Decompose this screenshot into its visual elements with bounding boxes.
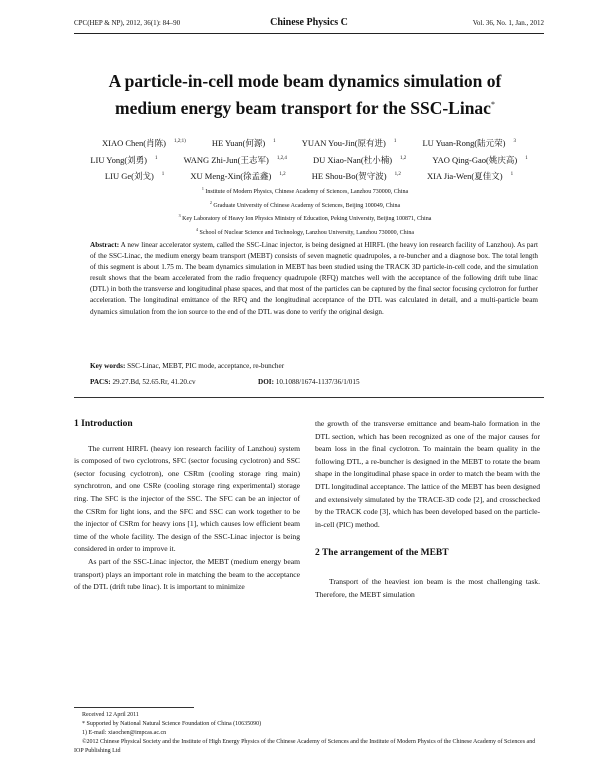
keywords-text: SSC-Linac, MEBT, PIC mode, acceptance, re-buncher	[127, 362, 285, 370]
footnotes	[74, 711, 546, 756]
column-left	[74, 418, 300, 594]
affiliation: $^4$ School of Nuclear Science and Technology, Lanzhou University, Lanzhou 730000, China	[196, 226, 414, 236]
pacs-codes: 29.27.Bd, 52.65.Rr, 41.20.cv	[112, 378, 196, 386]
section-heading-introduction: 1 Introduction	[74, 419, 133, 429]
author: XIA Jia-Wen(夏佳文) $^1$	[427, 171, 514, 182]
author: YUAN You-Jin(原有进) $^1$	[301, 137, 397, 148]
author: XU Meng-Xin(徐孟鑫) $^{1,2}$	[190, 171, 286, 182]
header-rule	[74, 33, 544, 34]
author-row-3	[60, 168, 550, 185]
abstract	[90, 240, 538, 318]
footnote-received: Received 12 April 2011	[82, 712, 139, 718]
affiliation: $^1$ Institute of Modern Physics, Chinese Academy of Sciences, Lanzhou 730000, China	[201, 186, 409, 195]
volume-info: Vol. 36, No. 1, Jan., 2012	[472, 19, 544, 27]
paper-title	[60, 70, 550, 120]
paragraph: the growth of the transverse emittance and beam-halo formation in the DTL section, which has been recognized as one of the major causes for beam loss in the final cyclotron. To maintain the beam quality in the following DTL, a re-buncher is designed in the MEBT to rotate the beam shape in the longitudinal phase space in order to match the beam with the DTL longitudinal acceptance. The lattice of the MEBT has been designed and extensively simulated by the TRACE-3D code [2], and crosschecked by the TRACK code [3], which has been developed based on the particle-in-cell (PIC) method.	[315, 419, 540, 529]
author: HE Shou-Bo(贺守波) $^{1,2}$	[311, 171, 401, 182]
footnote-copyright: ©2012 Chinese Physical Society and the Institute of High Energy Physics of the Chinese Academy of Sciences and the Institute of Modern Physics of the Chinese Academy of Sciences and IOP Publishing Ltd	[74, 739, 536, 754]
author: HE Yuan(何源) $^1$	[211, 137, 276, 148]
author: LIU Ge(刘戈) $^1$	[104, 171, 165, 182]
title-line-2: medium energy beam transport for the SSC-Linac*	[115, 97, 495, 118]
paragraph: The current HIRFL (heavy ion research facility of Lanzhou) system is composed of two cyclotrons, SFC (sector focusing cyclotron) and SSC (sector focusing cyclotron), one CSRm (cooling storage ring main) synchrotron, and one CSRe (cooling storage ring experimental) storage ring. The SFC is the injector of the SSC. The SFC can be an injector of the CSRm for light ions, and the SFC and SSC can work together to be the injector of CSRm for heavy ions [1], which causes low efficient beam time of the whole facility. The design of the SSC-Linac injector is being considered in order to improve it.	[74, 443, 300, 554]
affiliation: $^2$ Graduate University of Chinese Academy of Sciences, Beijing 100049, China	[209, 199, 401, 209]
author: LU Yuan-Rong(陆元荣) $^3$	[422, 137, 517, 148]
doi: DOI: 10.1088/1674-1137/36/1/015	[258, 378, 360, 386]
author: LIU Yong(刘勇) $^1$	[90, 154, 158, 165]
author: WANG Zhi-Jun(王志军) $^{1,2,4}$	[183, 154, 287, 165]
title-footnote-mark: *	[490, 100, 495, 109]
footnote-funding: * Supported by National Natural Science Foundation of China (10635090)	[82, 721, 262, 727]
affiliation: $^3$ Key Laboratory of Heavy Ion Physics Ministry of Education, Peking University, Beijing 100871, China	[178, 213, 432, 222]
running-header	[74, 17, 544, 31]
title-line-1: A particle-in-cell mode beam dynamics simulation of	[108, 71, 502, 91]
pacs-label: PACS:	[90, 378, 111, 386]
section-heading-mebt: 2 The arrangement of the MEBT	[315, 548, 449, 559]
journal-citation: CPC(HEP & NP), 2012, 36(1): 84–90	[74, 19, 181, 27]
paragraph: As part of the SSC-Linac injector, the MEBT (medium energy beam transport) plays an important role in matching the beam to the acceptance of the DTL (drift tube linac). It is important to minimize	[74, 556, 300, 592]
author-list	[60, 134, 550, 184]
abstract-rule	[74, 397, 544, 398]
footnote-email: 1) E-mail: xiaochen@impcas.ac.cn	[82, 730, 167, 736]
doi-link[interactable]: 10.1088/1674-1137/36/1/015	[275, 378, 360, 386]
author-row-1	[60, 134, 550, 151]
author: XIAO Chen(肖陈) $^{1,2;1)}$	[101, 137, 186, 148]
journal-name: Chinese Physics C	[270, 17, 348, 28]
affiliations	[60, 184, 550, 238]
author: DU Xiao-Nan(杜小楠) $^{1,2}$	[312, 154, 407, 165]
author-row-2	[60, 151, 550, 168]
paragraph: Transport of the heaviest ion beam is the most challenging task. Therefore, the MEBT simulation	[315, 576, 540, 599]
abstract-text: A new linear accelerator system, called the SSC-Linac injector, is being designed at HIRFL (the heavy ion research facility of Lanzhou). As part of the SSC-Linac, the medium energy beam transport (MEBT) consists of seven magnetic quadrupoles, a re-buncher and a diagnose box. The total length of this segment is about 1.75 m. The beam dynamics simulation in MEBT has been studied using the TRACK 3D particle-in-cell code, and the simulation result shows that the beam accelerated from the radio frequency quadrupole (RFQ) matches well with the acceptance of the following drift tube linac (DTL) in both the transverse and longitudinal phase spaces, and that most of the particles can be captured by the final sector focusing cyclotron for further acceleration. The longitudinal emittance of the RFQ and the longitudinal acceptance of the DTL was calculated in detail, and a multi-particle beam dynamics simulation from the ion source to the end of the DTL was done to verify the original design.	[90, 241, 539, 316]
pacs-line	[90, 378, 538, 386]
abstract-label: Abstract:	[90, 241, 120, 249]
keywords-label: Key words:	[90, 362, 126, 370]
column-right	[315, 418, 540, 601]
author: YAO Qing-Gao(姚庆高) $^1$	[432, 154, 528, 165]
footnote-rule	[74, 707, 194, 708]
keywords	[90, 362, 284, 370]
